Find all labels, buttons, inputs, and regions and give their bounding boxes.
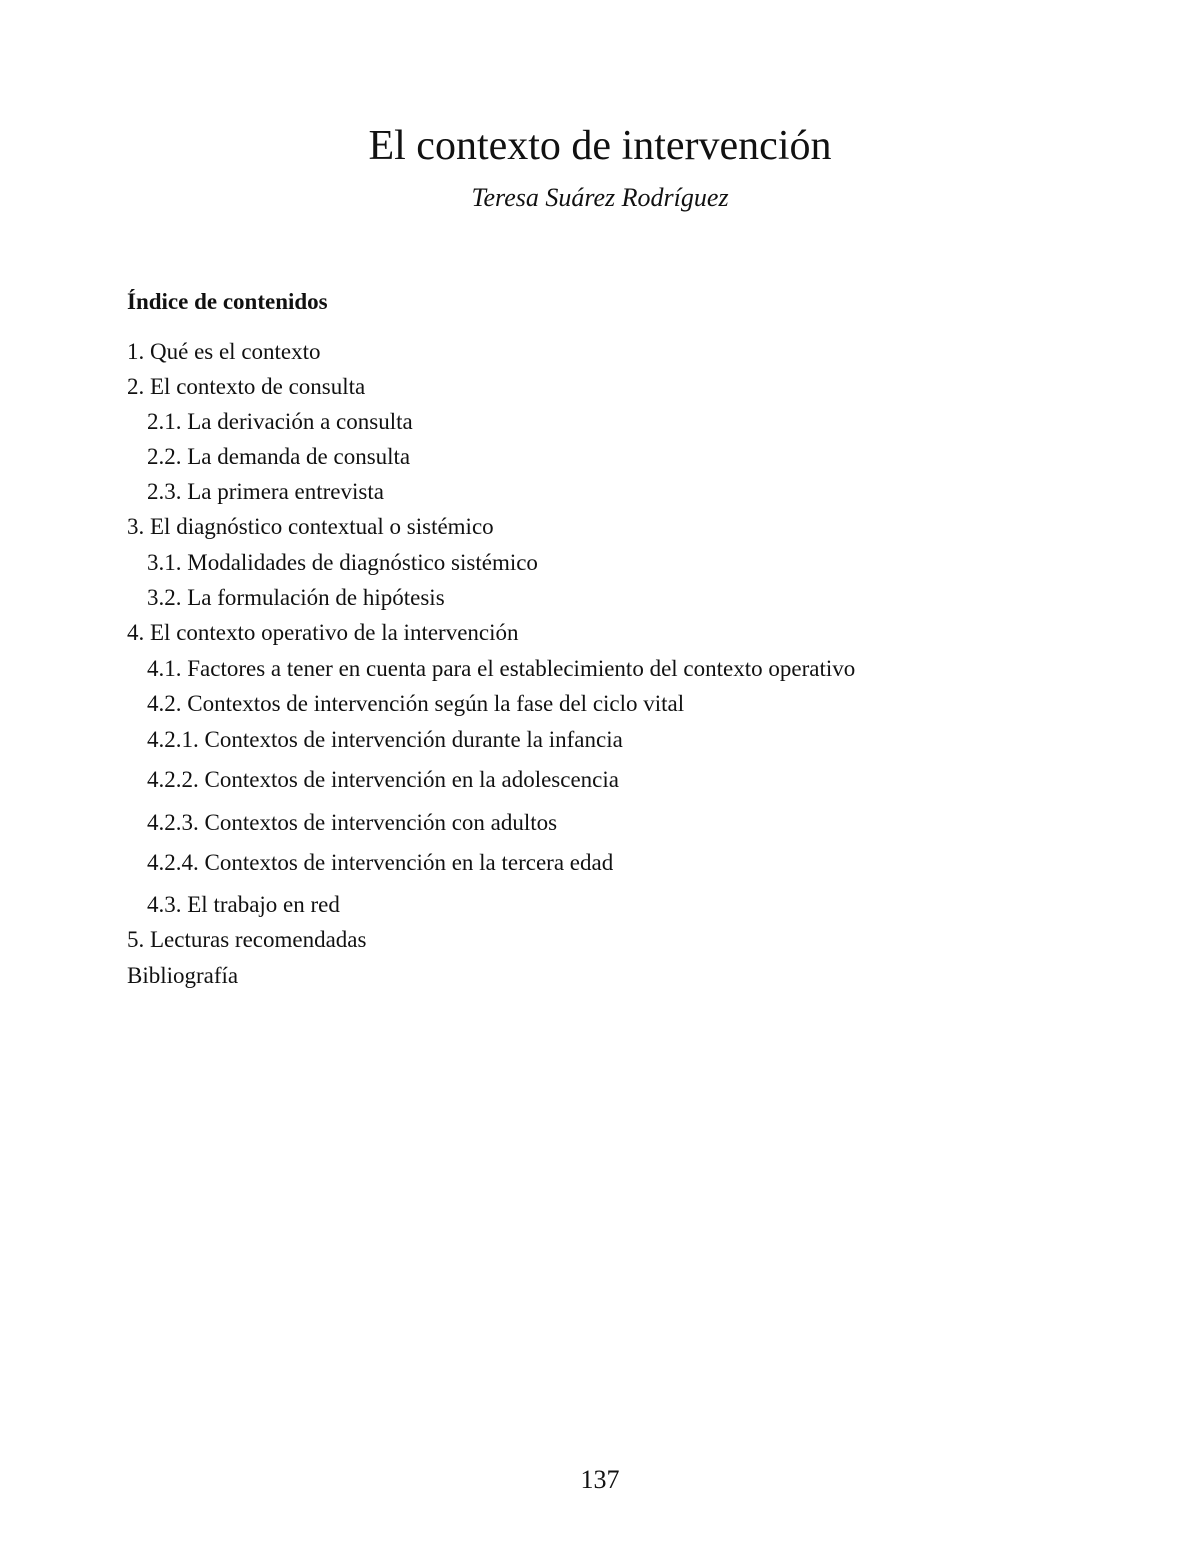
toc-item-4-2-2: 4.2.2. Contextos de intervención en la adolescencia [147,767,619,792]
toc-item-2-1: 2.1. La derivación a consulta [147,409,413,434]
author-name: Teresa Suárez Rodríguez [471,183,729,212]
toc-item-4-3: 4.3. El trabajo en red [147,892,340,917]
page-number: 137 [580,1465,620,1494]
toc-item-1: 1. Qué es el contexto [127,339,321,364]
toc-item-4: 4. El contexto operativo de la intervención [127,620,519,645]
toc-item-4-2: 4.2. Contextos de intervención según la fase del ciclo vital [147,691,685,716]
toc-item-2-3: 2.3. La primera entrevista [147,479,384,504]
toc-item-2-2: 2.2. La demanda de consulta [147,444,411,469]
toc-item-3-2: 3.2. La formulación de hipótesis [147,585,445,610]
toc-item-bibliography: Bibliografía [127,963,239,988]
toc-item-4-1: 4.1. Factores a tener en cuenta para el establecimiento del contexto operativo [147,656,856,681]
toc-item-4-2-3: 4.2.3. Contextos de intervención con adultos [147,810,558,835]
toc-item-5: 5. Lecturas recomendadas [127,927,367,952]
toc-item-3: 3. El diagnóstico contextual o sistémico [127,514,494,539]
page-title: El contexto de intervención [368,123,832,169]
toc-item-4-2-1: 4.2.1. Contextos de intervención durante la infancia [147,727,623,752]
toc-item-2: 2. El contexto de consulta [127,374,366,399]
toc-heading: Índice de contenidos [127,289,328,314]
toc-item-4-2-4: 4.2.4. Contextos de intervención en la tercera edad [147,850,614,875]
toc-item-3-1: 3.1. Modalidades de diagnóstico sistémico [147,550,538,575]
